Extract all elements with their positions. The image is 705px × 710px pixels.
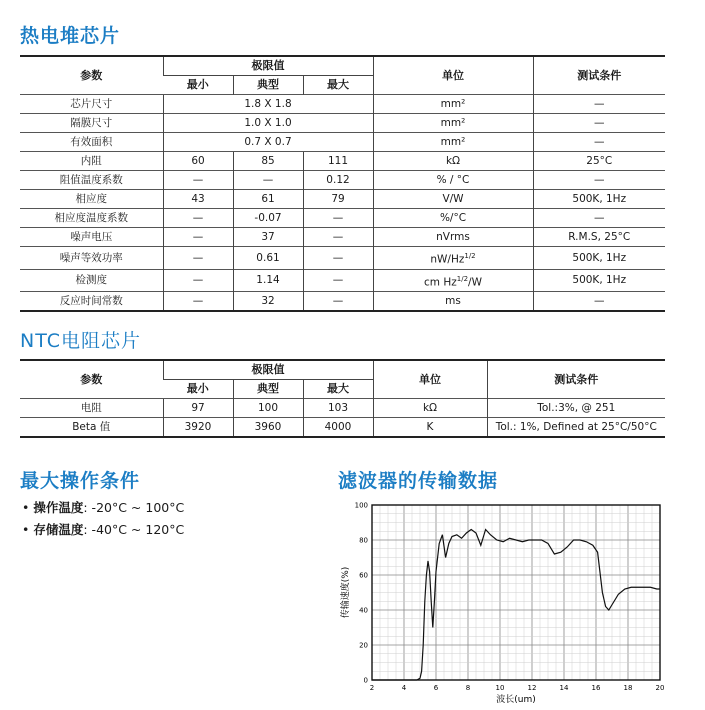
cell-param: 相应度温度系数 (20, 209, 163, 228)
x-tick-label: 20 (655, 684, 665, 692)
unit-text: V/W (442, 193, 464, 205)
cell-max: 4000 (303, 418, 373, 438)
table-row (20, 171, 665, 190)
cell-typ: 0.7 X 0.7 (163, 133, 373, 152)
x-tick-label: 6 (433, 684, 439, 692)
y-tick-label: 0 (363, 676, 368, 685)
unit-sup: 1/2 (456, 274, 469, 283)
unit-text: cm Hz (424, 276, 457, 288)
x-tick-label: 18 (623, 684, 633, 692)
x-tick-label: 12 (527, 684, 537, 692)
cell-min: — (163, 247, 233, 270)
header-min: 最小 (186, 78, 209, 91)
cell-unit (373, 95, 533, 114)
cell-param: 相应度 (20, 190, 163, 209)
cell-min: — (163, 209, 233, 228)
header-unit: 单位 (373, 56, 533, 95)
section-title-filter-transmission: 滤波器的传输数据 (338, 470, 499, 492)
table-row (20, 114, 665, 133)
cell-max: 103 (303, 399, 373, 418)
cell-unit (373, 269, 533, 292)
x-tick-label: 4 (401, 684, 407, 692)
cell-typ: 37 (233, 228, 303, 247)
chart-x-axis-label: 波长(um) (496, 695, 536, 705)
cell-unit (373, 152, 533, 171)
header-max: 最大 (303, 380, 373, 399)
unit-text: mm² (440, 136, 466, 148)
unit-tail: /W (468, 276, 482, 288)
cell-max: 0.12 (303, 171, 373, 190)
cell-min: — (163, 228, 233, 247)
cell-max: — (303, 247, 373, 270)
table-row (20, 247, 665, 270)
cell-typ: 1.14 (233, 269, 303, 292)
cell-max: — (303, 292, 373, 312)
header-param: 参数 (80, 68, 103, 82)
header-limits: 极限值 (163, 360, 373, 380)
chart-grid (372, 505, 660, 680)
cell-min: — (163, 269, 233, 292)
cell-min: 3920 (163, 418, 233, 438)
cell-cond: 25°C (533, 152, 665, 171)
header-cond: 测试条件 (533, 56, 665, 95)
header-min: 最小 (186, 382, 209, 395)
cell-typ: 0.61 (233, 247, 303, 270)
cell-param: 反应时间常数 (20, 292, 163, 312)
cell-typ: 32 (233, 292, 303, 312)
cell-unit (373, 114, 533, 133)
cell-min: — (163, 292, 233, 312)
y-tick-label: 20 (359, 641, 368, 650)
cell-max: 111 (303, 152, 373, 171)
unit-text: % / °C (436, 174, 470, 186)
cell-param: 芯片尺寸 (20, 95, 163, 114)
condition-value: : -40°C ~ 120°C (83, 522, 185, 537)
cell-typ: 1.0 X 1.0 (163, 114, 373, 133)
cell-cond: 500K, 1Hz (533, 190, 665, 209)
header-cond: 测试条件 (487, 360, 665, 399)
cell-param: 噪声电压 (20, 228, 163, 247)
table-row (20, 152, 665, 171)
cell-cond: Tol.:3%, @ 251 (487, 399, 665, 418)
chart-ticks (355, 502, 665, 693)
cell-typ: -0.07 (233, 209, 303, 228)
y-tick-label: 80 (359, 536, 368, 545)
cell-typ: 3960 (233, 418, 303, 438)
cell-param: 检测度 (20, 269, 163, 292)
cell-cond: R.M.S, 25°C (533, 228, 665, 247)
table-row (20, 399, 665, 418)
cell-unit (373, 418, 487, 438)
cell-param: 阻值温度系数 (20, 171, 163, 190)
transmission-chart (330, 495, 675, 707)
unit-text: nVrms (436, 231, 470, 243)
condition-label: 存储温度 (33, 522, 84, 537)
cell-cond: 500K, 1Hz (533, 247, 665, 270)
cell-cond: — (533, 133, 665, 152)
cell-min: — (163, 171, 233, 190)
y-tick-label: 40 (359, 606, 368, 615)
cell-cond: — (533, 209, 665, 228)
condition-value: : -20°C ~ 100°C (83, 500, 185, 515)
x-tick-label: 2 (369, 684, 375, 692)
cell-max: — (303, 209, 373, 228)
table-row (20, 418, 665, 438)
cell-cond: — (533, 292, 665, 312)
cell-unit (373, 292, 533, 312)
table-row (20, 209, 665, 228)
cell-unit (373, 209, 533, 228)
cell-param: 电阻 (20, 399, 163, 418)
x-tick-label: 14 (559, 684, 569, 692)
cell-param: 隔膜尺寸 (20, 114, 163, 133)
cell-max: — (303, 228, 373, 247)
header-param: 参数 (80, 372, 103, 386)
unit-text: mm² (440, 117, 466, 129)
unit-sup: 1/2 (464, 252, 476, 260)
cell-param: Beta 值 (20, 418, 163, 438)
table-row (20, 269, 665, 292)
condition-label: 操作温度 (33, 500, 84, 515)
list-item: • 存储温度: -40°C ~ 120°C (22, 522, 185, 537)
unit-text: %/°C (439, 212, 467, 224)
table-row (20, 95, 665, 114)
cell-typ: 100 (233, 399, 303, 418)
cell-min: 97 (163, 399, 233, 418)
cell-unit (373, 228, 533, 247)
cell-max: 79 (303, 190, 373, 209)
unit-text: K (426, 421, 434, 433)
section-title-max-conditions: 最大操作条件 (20, 470, 141, 492)
unit-text: nW/Hz (430, 253, 465, 266)
max-conditions-list (22, 497, 184, 541)
table-row (20, 133, 665, 152)
cell-min: 60 (163, 152, 233, 171)
header-max: 最大 (303, 76, 373, 95)
cell-cond: 500K, 1Hz (533, 269, 665, 292)
table-row (20, 292, 665, 312)
cell-typ: 85 (233, 152, 303, 171)
table-row (20, 190, 665, 209)
cell-unit (373, 171, 533, 190)
cell-param: 噪声等效功率 (20, 247, 163, 270)
ntc-spec-table (20, 359, 665, 438)
unit-text: kΩ (422, 402, 438, 414)
cell-typ: — (233, 171, 303, 190)
section-title-thermopile: 热电堆芯片 (20, 25, 121, 47)
unit-text: mm² (440, 98, 466, 110)
x-tick-label: 16 (591, 684, 601, 692)
cell-cond: Tol.: 1%, Defined at 25°C/50°C (487, 418, 665, 438)
y-tick-label: 60 (359, 571, 368, 580)
cell-typ: 1.8 X 1.8 (163, 95, 373, 114)
cell-min: 43 (163, 190, 233, 209)
cell-typ: 61 (233, 190, 303, 209)
cell-unit (373, 399, 487, 418)
cell-cond: — (533, 171, 665, 190)
section-title-ntc: NTC电阻芯片 (20, 330, 141, 352)
unit-text: kΩ (445, 155, 461, 167)
cell-unit (373, 247, 533, 270)
cell-max: — (303, 269, 373, 292)
y-tick-label: 100 (354, 501, 368, 510)
cell-unit (373, 190, 533, 209)
thermopile-spec-table (20, 55, 665, 312)
cell-cond: — (533, 114, 665, 133)
cell-unit (373, 133, 533, 152)
header-unit: 单位 (373, 360, 487, 399)
list-item: • 操作温度: -20°C ~ 100°C (22, 500, 185, 515)
cell-param: 内阻 (20, 152, 163, 171)
cell-cond: — (533, 95, 665, 114)
x-tick-label: 8 (465, 684, 471, 692)
header-typ: 典型 (233, 380, 303, 399)
unit-text: ms (445, 295, 461, 307)
chart-y-axis-label: 传输速度(%) (341, 566, 351, 619)
x-tick-label: 10 (495, 684, 505, 692)
header-limits: 极限值 (163, 56, 373, 76)
table-row (20, 228, 665, 247)
cell-param: 有效面积 (20, 133, 163, 152)
header-typ: 典型 (233, 76, 303, 95)
